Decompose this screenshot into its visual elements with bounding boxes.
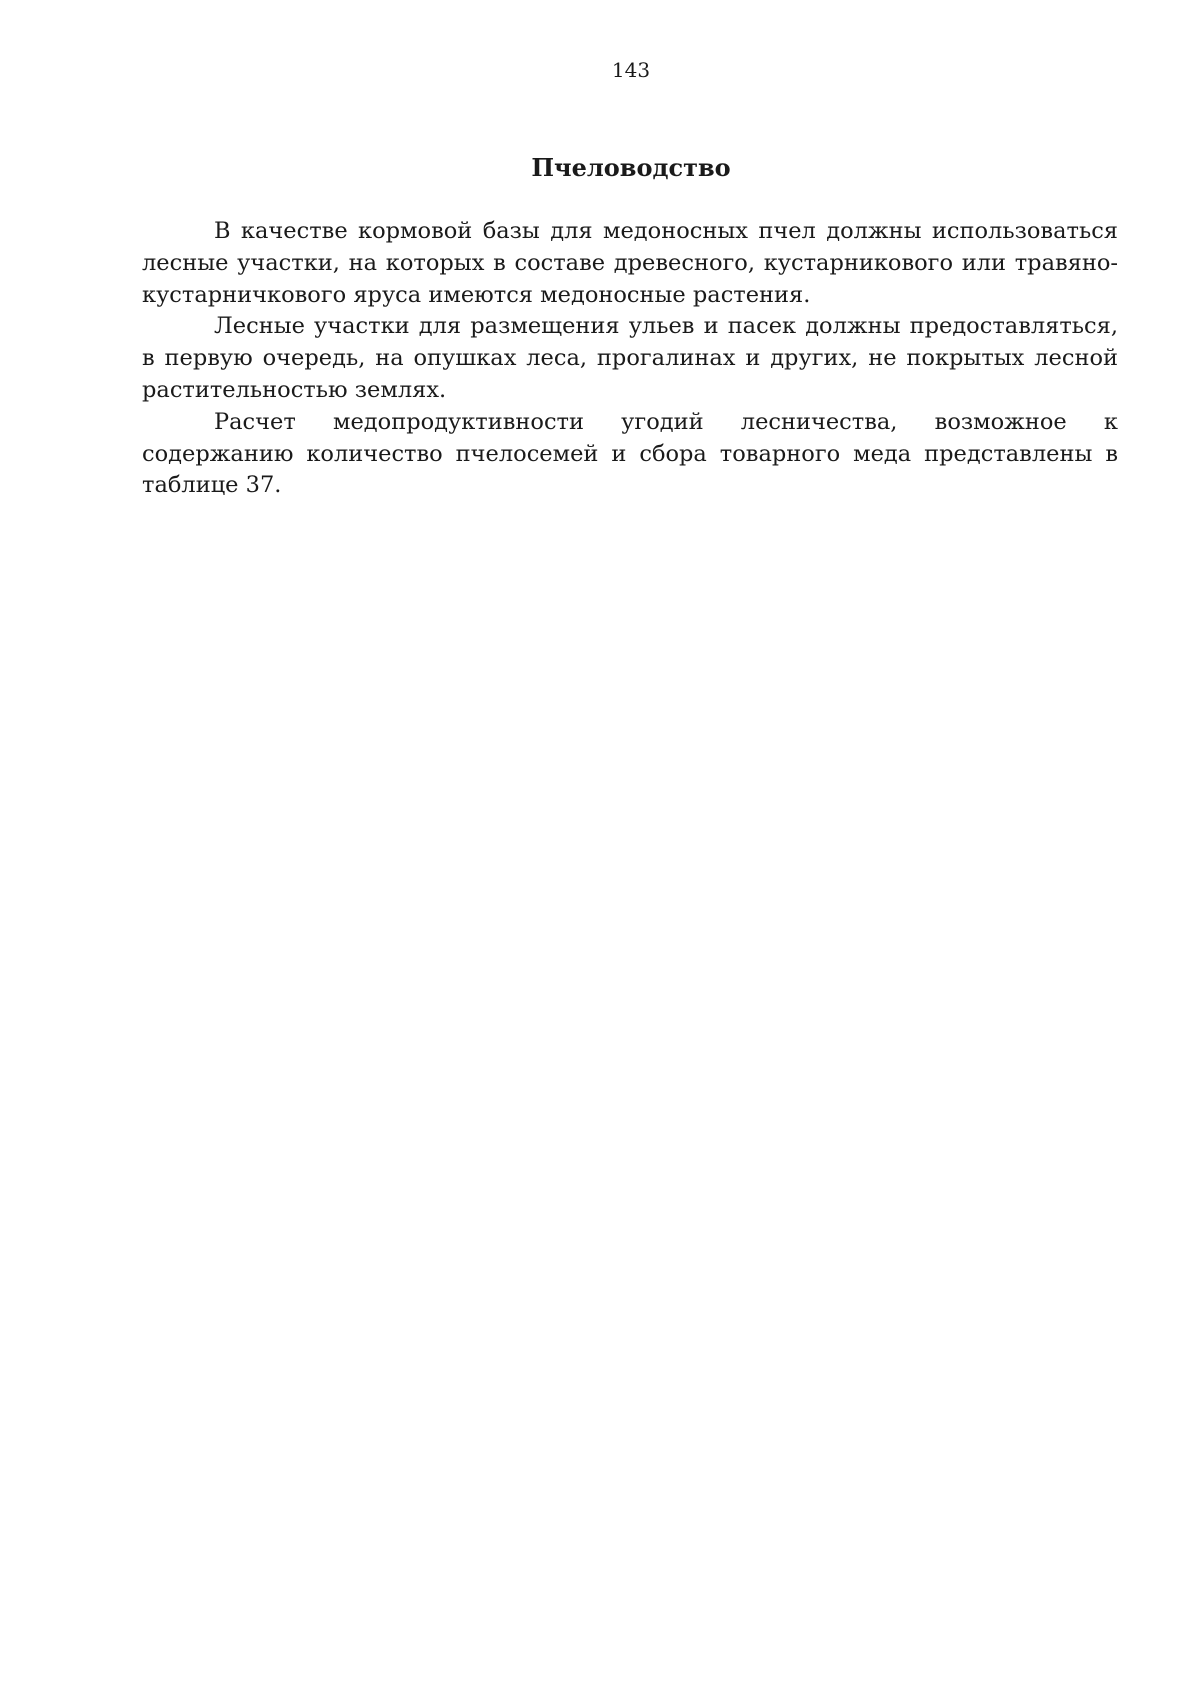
paragraph-forage-base: В качестве кормовой базы для медоносных пчел должны использоваться лесные участки, на которых в составе древесного, кустарникового или травяно-кустарничкового яруса имеются медоносные растения. [142, 218, 1118, 308]
section-title: Пчеловодство [531, 153, 731, 182]
paragraph-honey-calculation: Расчет медопродуктивности угодий лесничества, возможное к содержанию количество пчелосемей и сбора товарного меда представлены в таблице 37. [142, 408, 1118, 499]
paragraph-hive-placement: Лесные участки для размещения ульев и пасек должны предоставляться, в первую очередь, на опушках леса, прогалинах и других, не покрытых лесной растительностью землях. [142, 313, 1118, 403]
page-number: 143 [611, 58, 651, 82]
body-text [142, 216, 1118, 502]
